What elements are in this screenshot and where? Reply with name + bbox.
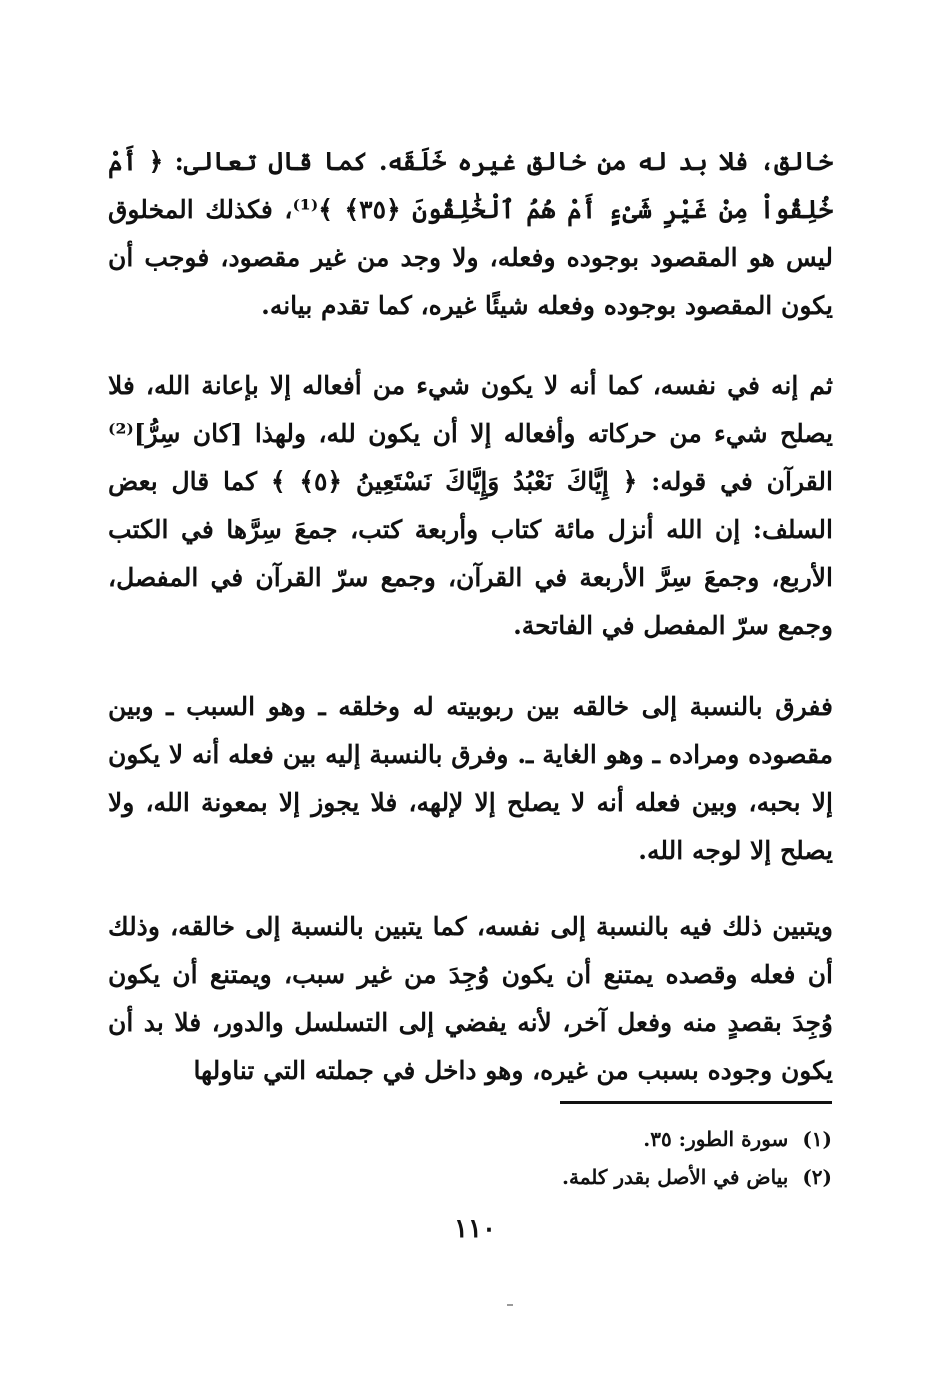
footnote-separator — [560, 1101, 832, 1104]
footnote-number: (٢) — [802, 1165, 832, 1189]
footnotes — [300, 1120, 832, 1196]
paragraph-1-text: خالق، فلا بد له من خالق غيره خَلَقَه. كما قال تعالى: ﴿ أَمْ خُلِقُواْ مِنْ غَيْرِ شَىْءٍ أَمْ هُمُ ٱلْخَٰلِقُونَ ﴿٣٥﴾ ﴾⁽¹⁾، فكذلك المخلوق ليس هو المقصود بوجوده وفعله، ولا وجد من غير مقصود، فوجب أن يكون المقصود بوجوده وفعله شيئًا غيره، كما تقدم بيانه. — [108, 147, 834, 320]
paragraph-3-text: ففرق بالنسبة إلى خالقه بين ربوبيته له وخلقه ـ وهو السبب ـ وبين مقصوده ومراده ـ وهو الغاية ـ. وفرق بالنسبة إليه بين فعله أنه لا يكون إلا بحبه، وبين فعله أنه لا يصلح إلا لإلهه، فلا يجوز إلا بمعونة الله، ولا يصلح إلا لوجه الله. — [108, 692, 833, 865]
scan-speck — [507, 1304, 513, 1306]
footnote-2 — [300, 1158, 832, 1196]
footnote-1 — [300, 1120, 832, 1158]
paragraph-4 — [108, 903, 833, 1095]
paragraph-3 — [108, 683, 833, 875]
footnote-number: (١) — [802, 1127, 832, 1151]
paragraph-2 — [108, 362, 833, 650]
paragraph-4-text: ويتبين ذلك فيه بالنسبة إلى نفسه، كما يتبين بالنسبة إلى خالقه، وذلك أن فعله وقصده يمتنع أن يكون وُجِدَ من غير سبب، ويمتنع أن يكون وُجِدَ بقصدٍ منه وفعل آخر، لأنه يفضي إلى التسلسل والدور، فلا بد أن يكون وجوده بسبب من غيره، وهو داخل في جملته التي تناولها — [108, 912, 833, 1085]
footnote-text: بياض في الأصل بقدر كلمة. — [562, 1165, 789, 1189]
paragraph-2-text: ثم إنه في نفسه، كما أنه لا يكون شيء من أفعاله إلا بإعانة الله، فلا يصلح شيء من حركاته وأفعاله إلا أن يكون لله، ولهذا [كان سِرُّ]⁽²⁾ القرآن في قوله: ﴿ إِيَّاكَ نَعْبُدُ وَإِيَّاكَ نَسْتَعِينُ ﴿٥﴾ ﴾ كما قال بعض السلف: إن الله أنزل مائة كتاب وأربعة كتب، جمعَ سِرَّها في الكتب الأربع، وجمعَ سِرَّ الأربعة في القرآن، وجمع سرّ القرآن في المفصل، وجمع سرّ المفصل في الفاتحة. — [108, 371, 833, 640]
footnote-text: سورة الطور: ٣٥. — [643, 1127, 789, 1151]
paragraph-1 — [108, 138, 833, 330]
page-number: ١١٠ — [454, 1214, 496, 1244]
